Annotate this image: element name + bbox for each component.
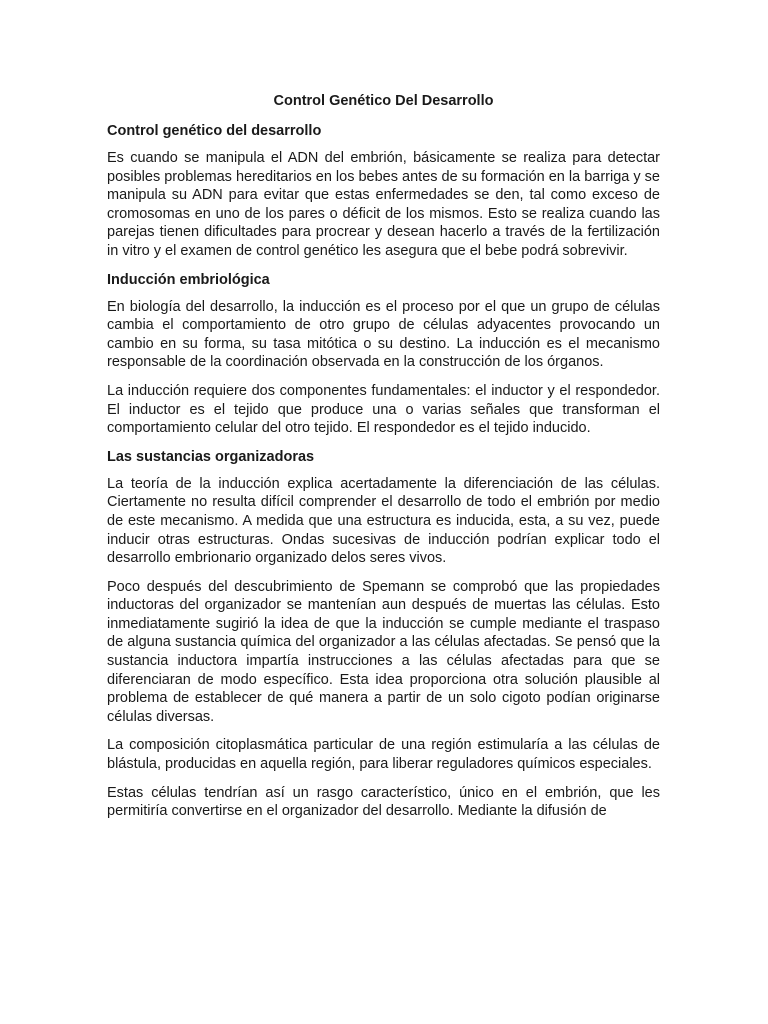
section-heading: Las sustancias organizadoras	[107, 448, 315, 465]
paragraph: La inducción requiere dos componentes fundamentales: el inductor y el respondedor. El inductor es el tejido que produce una o varias señales que transforman el comportamiento celular del otro tejido. El respondedor es el tejido inducido.	[107, 382, 660, 437]
section-heading: Inducción embriológica	[107, 271, 270, 288]
section-sustancias-organizadoras	[107, 448, 660, 821]
section-control-genetico	[107, 122, 660, 261]
paragraph: Es cuando se manipula el ADN del embrión, básicamente se realiza para detectar posibles problemas hereditarios en los bebes antes de su formación en la barriga y se manipula su ADN para evitar que estas enfermedades se den, tal como exceso de cromosomas en uno de los pares o déficit de los mismos. Esto se realiza cuando las parejas tienen dificultades para procrear y desean hacerlo a través de la fertilización in vitro y el examen de control genético les asegura que el bebe podrá sobrevivir.	[107, 150, 660, 259]
section-heading: Control genético del desarrollo	[107, 123, 322, 139]
paragraph: En biología del desarrollo, la inducción es el proceso por el que un grupo de células cambia el comportamiento de otro grupo de células adyacentes provocando un cambio en su forma, su tasa mitótica o su destino. La inducción es el mecanismo responsable de la coordinación observada en la construcción de los órganos.	[107, 298, 660, 371]
paragraph: La teoría de la inducción explica acertadamente la diferenciación de las células. Ciertamente no resulta difícil comprender el desarrollo de todo el embrión por medio de este mecanismo. A medida que una estructura es inducida, esta, a su vez, puede inducir otras estructuras. Ondas sucesivas de inducción podrían explicar todo el desarrollo embrionario organizado delos seres vivos.	[107, 475, 660, 567]
section-induccion-embriologica	[107, 271, 660, 438]
document-title: Control Genético Del Desarrollo	[273, 93, 494, 109]
paragraph: Poco después del descubrimiento de Spemann se comprobó que las propiedades inductoras del organizador se mantenían aun después de muertas las células. Esto inmediatamente sugirió la idea de que la inducción se cumple mediante el traspaso de alguna sustancia química del organizador a las células afectadas. Se pensó que la sustancia inductora impartía instrucciones a las células afectadas para que se diferenciaran de modo específico. Esta idea proporciona otra solución plausible al problema de establecer de qué manera a partir de un solo cigoto podían originarse células diversas.	[107, 578, 660, 725]
paragraph: La composición citoplasmática particular de una región estimularía a las células de blástula, producidas en aquella región, para liberar reguladores químicos especiales.	[107, 737, 660, 773]
paragraph: Estas células tendrían así un rasgo característico, único en el embrión, que les permitiría convertirse en el organizador del desarrollo. Mediante la difusión de	[107, 784, 660, 820]
